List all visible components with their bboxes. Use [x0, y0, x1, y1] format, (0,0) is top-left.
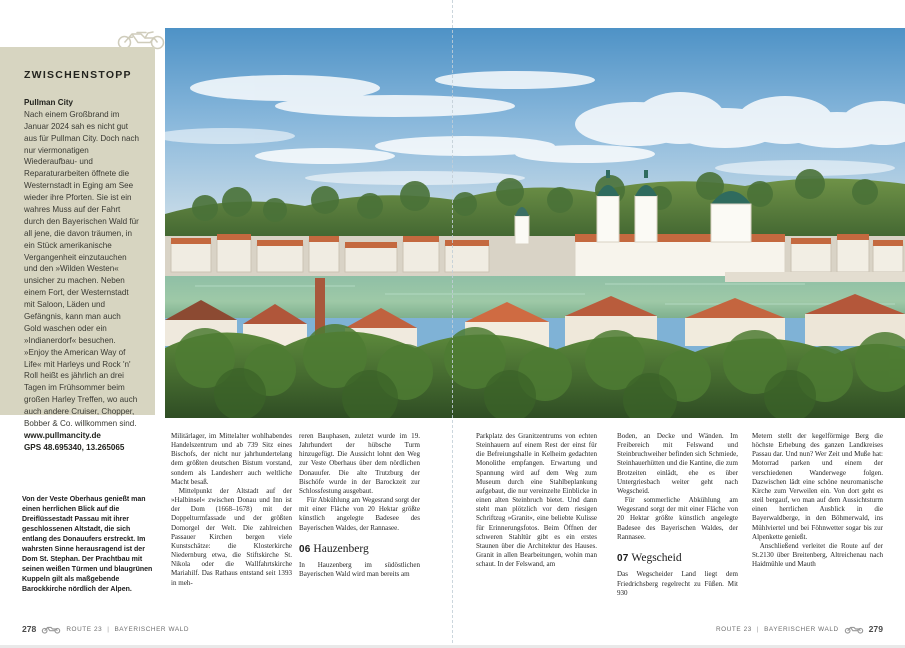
column-3	[299, 432, 420, 580]
sidebar-body: Nach einem Großbrand im Januar 2024 sah es nicht gut aus für Pullman City. Doch nach nur viermonatigen Wiederaufbau- und Reparaturarbeiten öffnete die Westernstadt in Eging am See wieder ihre Pforten. Sie ist ein wahres Muss auf der Fahrt durch den Bayerischen Wald für all jene, die davon träumen, in ein Stück amerikanische Vergangenheit einzutauchen und den »Wilden Westen« unsicher zu machen. Neben einem Fort, der Westernstadt mit Saloon, Läden und Gefängnis, kann man auch Gold waschen oder ein »Indianerdorf« besuchen. »Enjoy the American Way of Life« mit Harleys und Rock 'n' Roll heißt es jährlich an drei Tagen im Frühsommer beim großen Harley Treffen, wo auch auch andere Cruiser, Chopper, Bobber & Co. willkommen sind.	[24, 109, 140, 429]
footer-region-right: BAYERISCHER WALD	[764, 625, 839, 633]
sidebar-gps-coordinates: GPS 48.695340, 13.265065	[24, 442, 125, 452]
intro-paragraph: Von der Veste Oberhaus genießt man einen herrlichen Blick auf die Dreiflüssestadt Passau mit ihrer geschlossenen Altstadt, die sich entlang des Donauufers erstreckt. Im wahrsten Sinne herausragend ist der Dom St. Stephan. Der Prachtbau mit seinen weißen Türmen und blaugrünen Kuppeln gilt als maßgebende Barockkirche nördlich der Alpen.	[22, 496, 153, 593]
section-name: Hauzenberg	[313, 542, 369, 555]
page-number-left: 278	[22, 624, 37, 634]
footer-route-right: ROUTE 23	[715, 625, 752, 633]
paragraph: Militärlager, im Mittelalter wohlhabendes Handelszentrum und ab 739 Sitz eines Bischofs, der nicht nur jahrhundertelang dem größten deutschen Bistum vorstand, sondern als Landesherr auch weltliche Macht besaß.	[171, 432, 292, 486]
section-heading-wegscheid	[617, 553, 738, 565]
section-number: 07	[617, 552, 629, 564]
paragraph: reren Bauphasen, zuletzt wurde im 19. Jahrhundert der hübsche Turm hinzugefügt. Die Aussicht lohnt den Weg zur Veste Oberhaus über dem nördlichen Donauufer. Die alte Trutzburg der Bischöfe wurde in der Barockzeit zur Schlossfestung ausgebaut.	[299, 432, 420, 495]
paragraph: Mittelpunkt der Altstadt auf der »Halbinsel« zwischen Donau und Inn ist der Dom (1668–1678) mit der Doppelturmfassade und der größten Domorgel der Welt. Die zahlreichen Passauer Kirchen bergen viele Kunstschätze: die Klosterkirche Niedernburg etwa, die Stiftskirche St. Nikola oder die Wallfahrtskirche Mariahilf. Das Rathaus entstand seit 1393 in meh-	[171, 486, 292, 587]
footer-separator-left: |	[107, 625, 110, 633]
paragraph: Für Abkühlung am Wegesrand sorgt der mit einer Fläche von 20 Hektar größte künstlich angelegte Badesee des Bayerischen Waldes, der Rannasee.	[299, 496, 420, 532]
column-2	[171, 432, 292, 588]
sidebar-text-block	[24, 97, 139, 454]
footer-region-left: BAYERISCHER WALD	[114, 625, 190, 633]
column-intro-lead	[22, 495, 153, 595]
footer-left	[22, 624, 189, 634]
photo-illustration	[165, 28, 905, 418]
section-heading-hauzenberg	[299, 544, 420, 556]
column-4	[476, 432, 597, 569]
paragraph: Boden, an Decke und Wänden. Im Freibereich mit Felswand und Steinbruchweiher befinden sich Schmiede, Steinhauerhütten und die Kantine, die zum Brotzeiten einlädt, ehe es über Untergriesbach weiter geht nach Wegscheid.	[617, 432, 738, 495]
motorcycle-icon	[41, 624, 61, 634]
paragraph: Parkplatz des Granitzentrums von echten Steinhauern auf einem Rest der einst für die Befreiungshalle in Kelheim gedachten Monolithe empfangen. Erwartung und Spannung wird auf dem Weg zum Museum durch eine Stahlbeplankung aufgebaut, die nur vereinzelte Einblicke in einen alten Steinbruch bietet. Und dann steht man plötzlich vor dem riesigen Schriftzug »Granit«, eine beliebte Kulisse für Erinnerungsfotos. Beim Öffnen der schweren Stahltür gibt es ein erstes Staunen über die Architektur des Hauses. Granit in allen Bearbeitungen, wohin man schaut. In der Felswand, am	[476, 432, 597, 569]
sidebar-callout-zwischenstopp	[0, 47, 155, 452]
body-text-columns	[0, 432, 905, 617]
paragraph: Für sommerliche Abkühlung am Wegesrand sorgt der mit einer Fläche von 20 Hektar größte künstlich angelegte Badesee des Bayerischen Waldes, der Rannasee.	[617, 496, 738, 541]
paragraph: Das Wegscheider Land liegt dem Friedrichsberg regelrecht zu Füßen. Mit 930	[617, 570, 738, 597]
motorcycle-icon	[844, 624, 864, 634]
column-6	[752, 432, 883, 569]
footer-right	[716, 624, 883, 634]
footer-separator-right: |	[756, 625, 760, 633]
column-5	[617, 432, 738, 598]
section-name: Wegscheid	[631, 551, 682, 564]
paragraph: Anschließend verleitet die Route auf der St.2130 über Breitenberg, Altreichenau nach Haidmühle und Mauth	[752, 541, 883, 569]
hero-photo-passau	[165, 28, 905, 418]
page-number-right: 279	[868, 624, 883, 634]
paragraph: In Hauzenberg im südöstlichen Bayerischen Wald wird man bereits am	[299, 561, 420, 579]
paragraph: Metern stellt der kegelförmige Berg die höchste Erhebung des ganzen Landkreises Passau dar. Und nun? Wer Zeit und Muße hat: Motorrad parken und einem der verschiedenen Wanderwege folgen. Dazwischen lädt eine schöne neuromanische Kirche zum Verweilen ein. Von dort geht es steil bergauf, wo man auf dem Aussichtsturm einen herrlichen Ausblick in die Bayerwaldberge, in den Böhmerwald, ins Mühlviertel und bei Föhnwetter sogar bis zur Alpenkette genießt.	[752, 432, 883, 541]
sidebar-kicker: ZWISCHENSTOPP	[24, 69, 132, 81]
sidebar-website-link[interactable]: www.pullmancity.de	[24, 430, 101, 440]
sidebar-title: Pullman City	[24, 98, 74, 107]
section-number: 06	[299, 543, 311, 555]
footer-route-left: ROUTE 23	[66, 625, 103, 633]
